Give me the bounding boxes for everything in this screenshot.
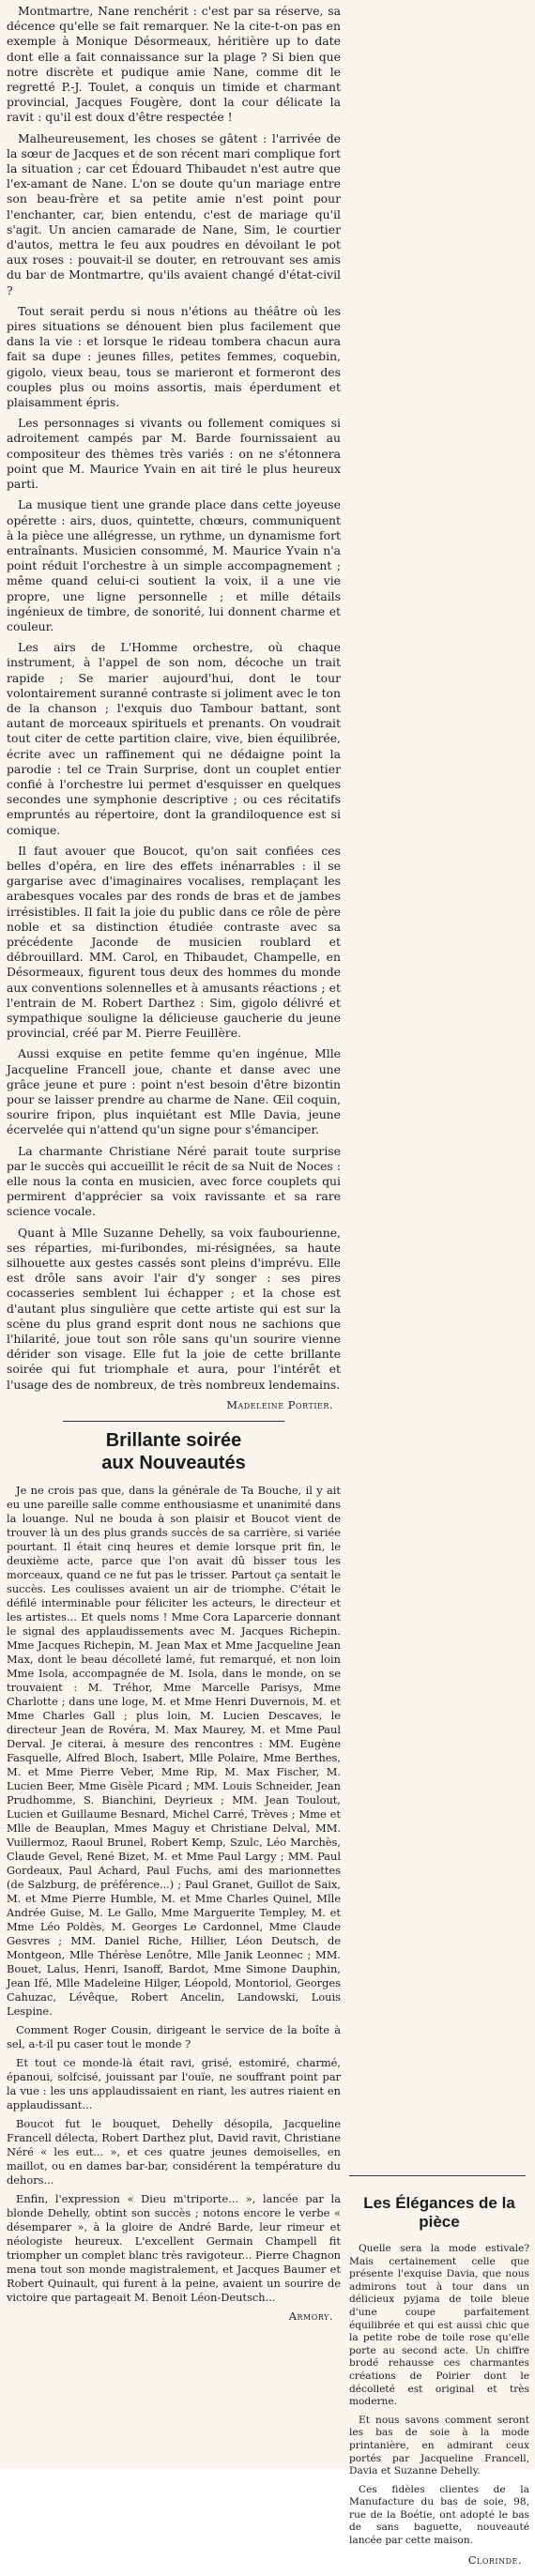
article1-paragraph: La musique tient une grande place dans cette joyeuse opérette : airs, duos, quintette, chœurs, communiquent à la pièce une allégresse, un rythme, un dynamisme fort entraînants. Musicien consommé, M. Maurice Yvain n'a point réduit l'orchestre à un simple accompagnement ; même quand celui-ci soutient la voix, il a une vie propre, une ligne personnelle ; et mille détails ingénieux de timbre, de sonorité, lui donnent charme et couleur.	[7, 497, 341, 633]
review-column	[7, 4, 341, 2332]
article2-paragraph: Boucot fut le bouquet, Dehelly désopila, Jacqueline Francell délecta, Robert Darthez plut, David ravit, Christiane Néré « les eut... », et ces quatre jeunes demoiselles, en maillot, ou en dames bar-bar, considérent la température du dehors...	[7, 2116, 341, 2187]
signature-soiree: Armory.	[288, 2309, 333, 2323]
article-divider	[63, 1421, 284, 1422]
article2-paragraph: Je ne crois pas que, dans la générale de Ta Bouche, il y ait eu une pareille salle comme enthousiasme et unanimité dans la louange. Nul ne bouda à son plaisir et Boucot vient de trouver là un des plus grands succès de sa carrière, si variée pourtant. Il était cinq heures et demie lorsque prit fin, le deuxième acte, parce que l'on avait dû bisser tous les morceaux, quand ce ne fut pas le trisser. Partout ça sentait le succès. Les coulisses avaient un air de triomphe. C'était le défilé interminable pour féliciter les acteurs, le directeur et les artistes... Et quels noms ! Mme Cora Laparcerie donnant le signal des applaudissements avec M. Jacques Richepin. Mme Jacques Richepin, M. Jean Max et Mme Jacqueline Jean Max, dont le beau décolleté lamé, fut remarqué, et non loin Mme Isola, accompagnée de M. Isola, dans le monde, on se trouvaient : M. Tréhor, Mme Marcelle Parisys, Mme Charlotte ; dans une loge, M. et Mme Henri Duvernois, M. et Mme Charles Gall ; plus loin, M. Lucien Descaves, le directeur Jean de Rovéra, M. Max Maurey, M. et Mme Paul Derval. Je citerai, à mesure des rencontres : MM. Eugène Fasquelle, Alfred Bloch, Isabert, Mlle Polaire, Mme Berthes, M. et Mme Pierre Veber, Mme Rip, M. Max Fischer, M. Lucien Beer, Mme Gisèle Picard ; MM. Louis Schneider, Jean Prudhomme, S. Bianchini, Deyrieux ; MM. Jean Toulout, Lucien et Guillaume Besnard, Michel Carré, Trèves ; Mme et Mlle de Beauplan, Mmes Maguy et Christiane Delval, MM. Vuillermoz, Raoul Brunel, Robert Kemp, Szulc, Léo Marchès, Claude Gevel, René Bizet, M. et Mme Paul Largy ; MM. Paul Gordeaux, Paul Achard, Paul Fuchs, ami des marionnettes (de Salzburg, de préférence...) ; Paul Granet, Guillot de Saix, M. et Mme Pierre Humble, M. et Mme Charles Quinel, Mlle Andrée Guise, M. Le Gallo, Mme Marguerite Templey, M. et Mme Léo Poldès, M. Georges Le Cardonnel, Mme Claude Gesvres ; MM. Daniel Riche, Hillier, Léon Deutsch, de Montgeon, Mlle Thérèse Lenôtre, Mlle Janik Leonnec ; MM. Bouet, Lalus, Henri, Isanoff, Bardot, Mme Simone Dauphin, Jean Ifé, Mlle Madeleine Hilger, Léopold, Montoriol, Georges Cahuzac, Lévêque, Robert Ancelin, Landowski, Louis Lespine.	[7, 1483, 341, 2018]
signature-review: Madeleine Portier.	[226, 1397, 333, 1411]
article3-paragraph: Et nous savons comment seront les bas de soie à la mode printanière, en admirant ceux portés par Jacqueline Francell, Davia et Suzanne Dehelly.	[349, 2414, 529, 2477]
elegances-rule	[349, 2175, 526, 2176]
signature-elegances: Clorinde.	[467, 2553, 522, 2567]
article1-paragraph: Les personnages si vivants ou follement comiques si adroitement campés par M. Barde fournissaient au compositeur des thèmes très variés : on ne s'étonnera point que M. Maurice Yvain en ait tiré le plus heureux parti.	[7, 416, 341, 492]
article1-paragraph: La charmante Christiane Néré parait toute surprise par le succès qui accueillit le récit de sa Nuit de Noces : elle nous la conta en musicien, avec force couplets qui permirent d'apprécier sa voix ravissante et sa rare science vocale.	[7, 1143, 341, 1219]
article1-paragraph: Montmartre, Nane renchérit : c'est par sa réserve, sa décence qu'elle se fait remarquer. Ne la cite-t-on pas en exemple à Monique Désormeaux, héritière up to date dont elle a fait connaissance sur la plage ? Si bien que notre discrète et pudique amie Nane, comme dit le regretté P.-J. Toulet, a conquis un timide et charmant provincial, Jacques Fougère, dont la cour délicate la ravit : qu'il est doux d'être respectée !	[7, 4, 341, 125]
article-soiree	[7, 1484, 341, 2305]
article1-paragraph: Aussi exquise en petite femme qu'en ingénue, Mlle Jacqueline Francell joue, chante et danse avec une grâce jeune et pure : point n'est besoin d'être bizontin pour se laisser prendre au charme de Nane. Œil coquin, sourire fripon, plus inquiétant est Mlle Davia, jeune écervelée qui n'attend qu'un signe pour s'émanciper.	[7, 1046, 341, 1137]
article1-paragraph: Quant à Mlle Suzanne Dehelly, sa voix faubourienne, ses réparties, mi-furibondes, mi-résignées, sa haute silhouette aux gestes cassés sont pleins d'imprévu. Elle est drôle sans avoir l'air d'y songer : ses pires cocasseries semblent lui échapper ; et la chose est d'autant plus singulière que cette artiste qui est sur la scène du plus grand esprit dont nous ne sachions que l'hilarité, joue tout son rôle sans qu'un sourire vienne dérider son visage. Elle fut la joie de cette brillante soirée qui fut triomphale et aura, pour l'intérêt et l'usage des de nombreux, de très nombreux lendemains.	[7, 1225, 341, 1392]
article3-paragraph: Ces fidèles clientes de la Manufacture du bas de soie, 98, rue de la Boétie, ont adopté le bas de sans baguette, nouveauté lancée par cette maison.	[349, 2483, 529, 2547]
article2-paragraph: Enfin, l'expression « Dieu m'triporte... », lancée par la blonde Dehelly, obtint son succès ; notons encore le verbe « désemparer », à la gloire de André Barde, leur rimeur et néologiste heureux. L'excellent Germain Champell fit triompher un complet blanc très ravigoteur... Pierre Chagnon mena tout son monde magistralement, et Jacques Baumer et Robert Quinault, qui furent à la peine, avaient un sourire de victoire que partageait M. Benoit Léon-Deutsch...	[7, 2191, 342, 2304]
article1-paragraph: Les airs de L'Homme orchestre, où chaque instrument, à l'appel de son nom, décoche un trait rapide ; Se marier aujourd'hui, dont le tour volontairement suranné contraste si joliment avec le ton de la chanson ; l'exquis duo Tambour battant, sont autant de morceaux spirituels et prenants. On voudrait tout citer de cette partition claire, vive, bien équilibrée, écrite avec un raffinement qui ne dédaigne point la parodie : tel ce Train Surprise, dont un couplet entier confié à l'orchestre lui permet d'esquisser en quelques secondes une symphonie descriptive ; ou ces récitatifs empruntés au répertoire, dont la grandiloquence est si comique.	[7, 640, 341, 837]
article-review	[7, 4, 341, 1393]
headline-brillante-soiree: Brillante soirée aux Nouveautés	[101, 1429, 246, 1473]
article-elegances	[349, 2187, 529, 2576]
article2-paragraph: Comment Roger Cousin, dirigeant le service de la boîte à sel, a-t-il pu caser tout le monde ?	[7, 2022, 341, 2050]
article1-paragraph: Tout serait perdu si nous n'étions au théâtre où les pires situations se dénouent bien plus facilement que dans la vie : et lorsque le rideau tombera chacun aura fait sa dupe : jeunes filles, petites femmes, coquebin, gigolo, vieux beau, tous se marieront et formeront des couples plus ou moins assortis, mais éperdument et plaisamment épris.	[7, 303, 341, 410]
article3-paragraph: Quelle sera la mode estivale? Mais certainement celle que présente l'exquise Davia, que nous admirons tout à tour dans un délicieux pyjama de toile bleue d'une coupe parfaitement équilibrée et qui est aussi chic que la petite robe de toile rose qu'elle porte au second acte. Un chiffre brodé rehausse ces charmantes créations de Poirier dont le décolleté est original et très moderne.	[349, 2243, 529, 2408]
article1-paragraph: Il faut avouer que Boucot, qu'on sait confiées ces belles d'opéra, en lire des effets inénarrables : il se gargarise avec d'imaginaires vocalises, remplaçant les arabesques vocales par des ronds de bras et de jambes irrésistibles. Il fait la joie du public dans ce rôle de père noble et sa distinction étudiée contraste avec sa précédente Jaconde de musicien roublard et débrouillard. MM. Carol, en Thibaudet, Champelle, en Désormeaux, figurent tous deux des hommes du monde aux conventions solennelles et à amusants réactions ; et l'entrain de M. Robert Darthez : Sim, gigolo délivré et sympathique souligne la délicieuse gaucherie du jeune provincial, créé par M. Pierre Feuillère.	[7, 843, 341, 1041]
article2-paragraph: Et tout ce monde-là était ravi, grisé, estomiré, charmé, épanoui, solfcisé, jouissant par l'ouïe, ne souffrant point par la vue : les uns applaudissaient en riant, les autres riaient en applaudissant...	[7, 2055, 341, 2111]
article1-paragraph: Malheureusement, les choses se gâtent : l'arrivée de la sœur de Jacques et de son récent mari complique fort la situation ; car cet Édouard Thibaudet n'est autre que l'ex-amant de Nane. L'on se doute qu'un mariage entre son beau-frère et sa petite amie n'est point pour l'enchanter, car, bien entendu, c'est de mariage qu'il s'agit. Un ancien camarade de Nane, Sim, le courtier d'autos, mettra le feu aux poudres en dévoilant le pot aux roses : pouvait-il se douter, en retrouvant ses amis du bar de Montmartre, qu'ils avaient changé d'état-civil ?	[7, 130, 341, 297]
headline-elegances: Les Élégances de la pièce	[363, 2194, 515, 2231]
